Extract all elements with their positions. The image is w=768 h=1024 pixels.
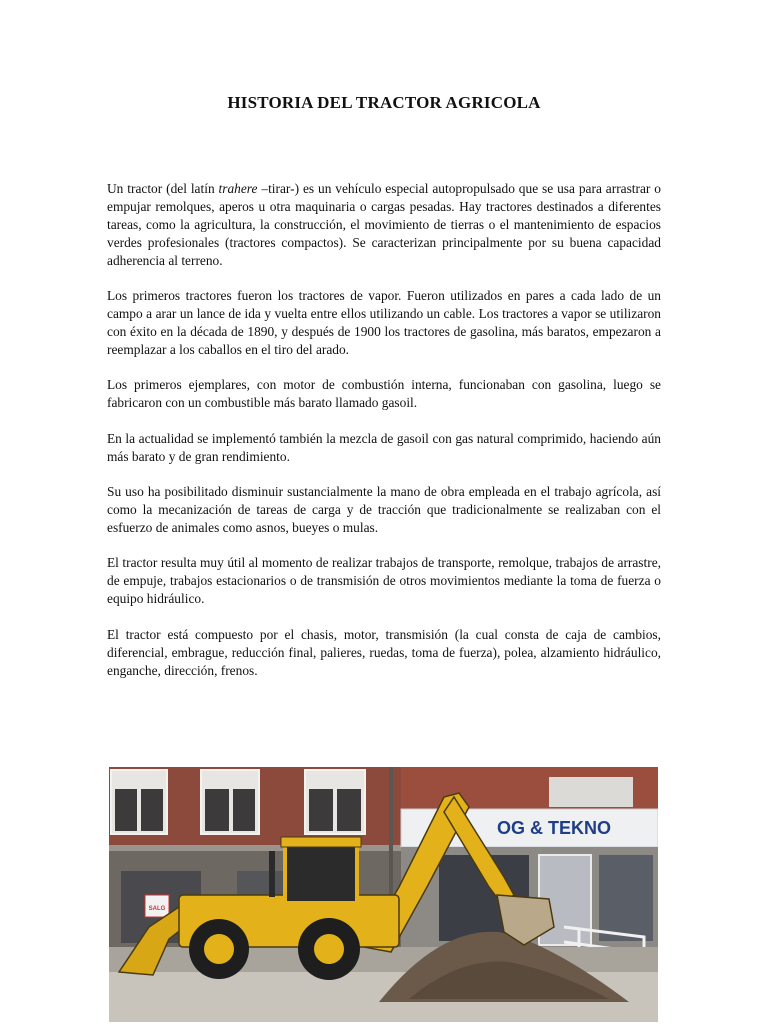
shop-sign-text: OG & TEKNO: [496, 818, 612, 838]
paragraph-1-after: –tirar-) es un vehículo especial autopropulsado que se usa para arrastrar o empujar remolques, aperos u otra maquinaria o cargas pesadas. Hay tractores destinados a diferentes tareas, como la agricultura, la construcción, el movimiento de tierras o el mantenimiento de espacios verdes profesionales (tractores compactos). Se caracterizan principalmente por su buena capacidad adherencia al terreno.: [107, 181, 661, 268]
paragraph-1-before: Un tractor (del latín: [107, 181, 219, 196]
document-body: [107, 180, 661, 697]
backhoe-loader-photo: [109, 767, 658, 1022]
paragraph-4: En la actualidad se implementó también la mezcla de gasoil con gas natural comprimido, haciendo aún más barato y de gran rendimiento.: [107, 430, 661, 464]
paragraph-6: El tractor resulta muy útil al momento de realizar trabajos de transporte, remolque, trabajos de arrastre, de empuje, trabajos estacionarios o de transmisión de otros movimientos mediante la toma de fuerza o equipo hidráulico.: [107, 555, 661, 607]
paragraph-5: Su uso ha posibilitado disminuir sustancialmente la mano de obra empleada en el trabajo agrícola, así como la mecanización de tareas de carga y de tracción que tradicionalmente se realizaban con el esfuerzo de animales como asnos, bueyes o mulas.: [107, 484, 661, 535]
tractor-cab: [285, 843, 357, 903]
latin-term: trahere: [218, 181, 258, 196]
document-title: HISTORIA DEL TRACTOR AGRICOLA: [227, 93, 541, 112]
paragraph-3: Los primeros ejemplares, con motor de combustión interna, funcionaban con gasolina, luego se fabricaron con un combustible más barato llamado gasoil.: [107, 377, 661, 411]
paragraph-7: El tractor está compuesto por el chasis, motor, transmisión (la cual consta de caja de cambios, diferencial, embrague, reducción final, palieres, ruedas, toma de fuerza), polea, alzamiento hidráulico, enganche, dirección, frenos.: [107, 626, 661, 678]
paragraph-2: Los primeros tractores fueron los tractores de vapor. Fueron utilizados en pares a cada lado de un campo a arar un lance de ida y vuelta entre ellos utilizando un cable. Los tractores a vapor se utilizaron con éxito en la década de 1890, y después de 1900 los tractores de gasolina, más baratos, empezaron a reemplazar a los caballos en el tiro del arado.: [107, 288, 661, 357]
salg-sign-text: SALG: [148, 906, 166, 912]
photo-illustration: [109, 767, 658, 1022]
paragraph-1: [107, 180, 661, 270]
